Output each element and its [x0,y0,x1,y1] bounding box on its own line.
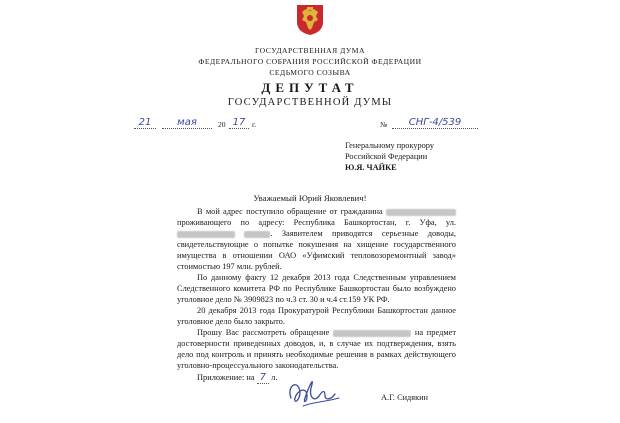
date-day: 21 [134,117,156,129]
paragraph-1-part-a: В мой адрес поступило обращение от гражданина [197,207,383,216]
redacted-name [386,209,456,216]
attachment-unit: л. [271,373,278,382]
letterhead-line-2: ФЕДЕРАЛЬНОГО СОБРАНИЯ РОССИЙСКОЙ ФЕДЕРАЦИИ [198,57,422,66]
date-month: мая [162,117,212,129]
number-prefix: № [380,120,388,129]
letter-body [177,206,456,383]
redacted-applicant [333,330,411,337]
coat-of-arms-icon [296,4,324,36]
letterhead-subtitle: ГОСУДАРСТВЕННОЙ ДУМЫ [227,97,393,108]
date-year-prefix: 20 [218,120,226,129]
handwritten-signature [285,368,345,412]
paragraph-4-part-b: на предмет достоверности приведенных доводов, и, в случае их подтверждения, взять дело под контроль и принять необходимые решения в рамках действующего уголовно-процессуального законодательства. [177,328,457,370]
date-year-mark: г. [252,120,257,129]
attachment-label: Приложение: на [197,373,255,382]
paragraph-1 [177,206,456,272]
paragraph-4-part-a: Прошу Вас рассмотреть обращение [197,328,330,337]
paragraph-4 [177,327,456,371]
recipient-line-3: Ю.Я. ЧАЙКЕ [345,163,397,172]
paragraph-1-part-c: . Заявителем приводятся серьезные доводы, свидетельствующие о попытке покушения на хищение государственного имущества в отношении ОАО «Уфимский тепловозоремонтный завод» стоимостью 197 млн. рублей. [177,229,456,271]
signatory-name: А.Г. Сидякин [381,393,428,402]
redacted-address-number [244,231,270,238]
redacted-address [177,231,235,238]
attachment-count: 7 [257,372,269,384]
date-year-suffix: 17 [229,117,249,129]
number-value: СНГ-4/539 [392,117,478,129]
date-line [134,117,284,133]
salutation: Уважаемый Юрий Яковлевич! [253,193,367,203]
paragraph-1-part-b: проживающего по адресу: Республика Башкортостан, г. Уфа, ул. [177,218,456,227]
recipient-line-2: Российской Федерации [345,152,428,161]
paragraph-2: По данному факту 12 декабря 2013 года Следственным управлением Следственного комитета РФ по Республике Башкортостан было возбуждено уголовное дело № 3909823 по ч.3 ст. 30 и ч.4 ст.159 УК РФ. [177,273,456,304]
outgoing-number [380,117,490,133]
recipient-line-1: Генеральному прокурору [345,141,434,150]
letterhead-line-1: ГОСУДАРСТВЕННАЯ ДУМА [254,46,366,55]
paragraph-3: 20 декабря 2013 года Прокуратурой Республики Башкортостан данное уголовное дело было закрыто. [177,306,456,326]
letterhead-title: ДЕПУТАТ [261,80,359,95]
letterhead-line-3: СЕДЬМОГО СОЗЫВА [269,68,351,77]
